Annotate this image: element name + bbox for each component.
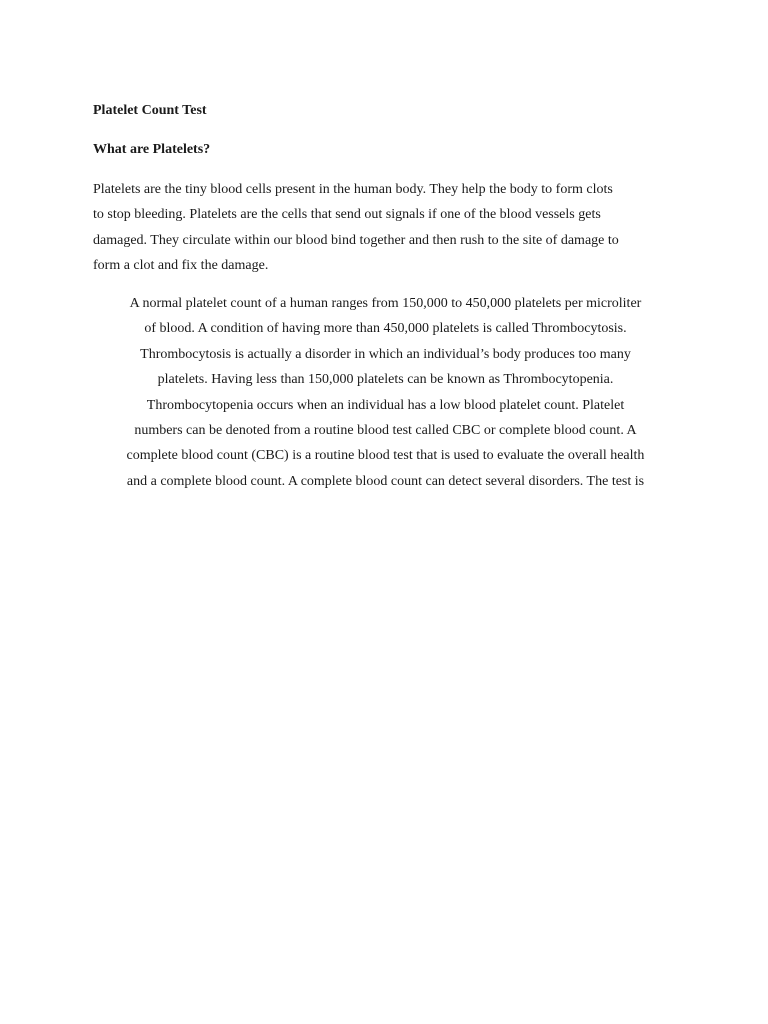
paragraph-platelets-intro [93,177,683,279]
paragraph-platelet-count [88,291,683,494]
paragraph-line: damaged. They circulate within our blood bind together and then rush to the site of damage to [93,232,619,248]
document-title: Platelet Count Test [93,103,207,118]
paragraph-line: Thrombocytopenia occurs when an individual has a low blood platelet count. Platelet [146,397,625,413]
paragraph-line: numbers can be denoted from a routine blood test called CBC or complete blood count. A [134,423,637,439]
paragraph-line: Platelets are the tiny blood cells present in the human body. They help the body to form clots [93,182,613,197]
paragraph-line: A normal platelet count of a human ranges from 150,000 to 450,000 platelets per microliter [129,296,642,311]
section-heading: What are Platelets? [93,142,211,157]
paragraph-line: form a clot and fix the damage. [93,258,269,274]
paragraph-line: to stop bleeding. Platelets are the cells that send out signals if one of the blood vessels gets [93,207,601,223]
paragraph-line: Thrombocytosis is actually a disorder in which an individual’s body produces too many [140,346,631,362]
paragraph-line: complete blood count (CBC) is a routine blood test that is used to evaluate the overall health [126,448,645,464]
paragraph-line: and a complete blood count. A complete blood count can detect several disorders. The test is [126,473,645,489]
paragraph-line: of blood. A condition of having more than 450,000 platelets is called Thrombocytosis. [144,321,627,337]
paragraph-line: platelets. Having less than 150,000 platelets can be known as Thrombocytopenia. [157,372,614,388]
